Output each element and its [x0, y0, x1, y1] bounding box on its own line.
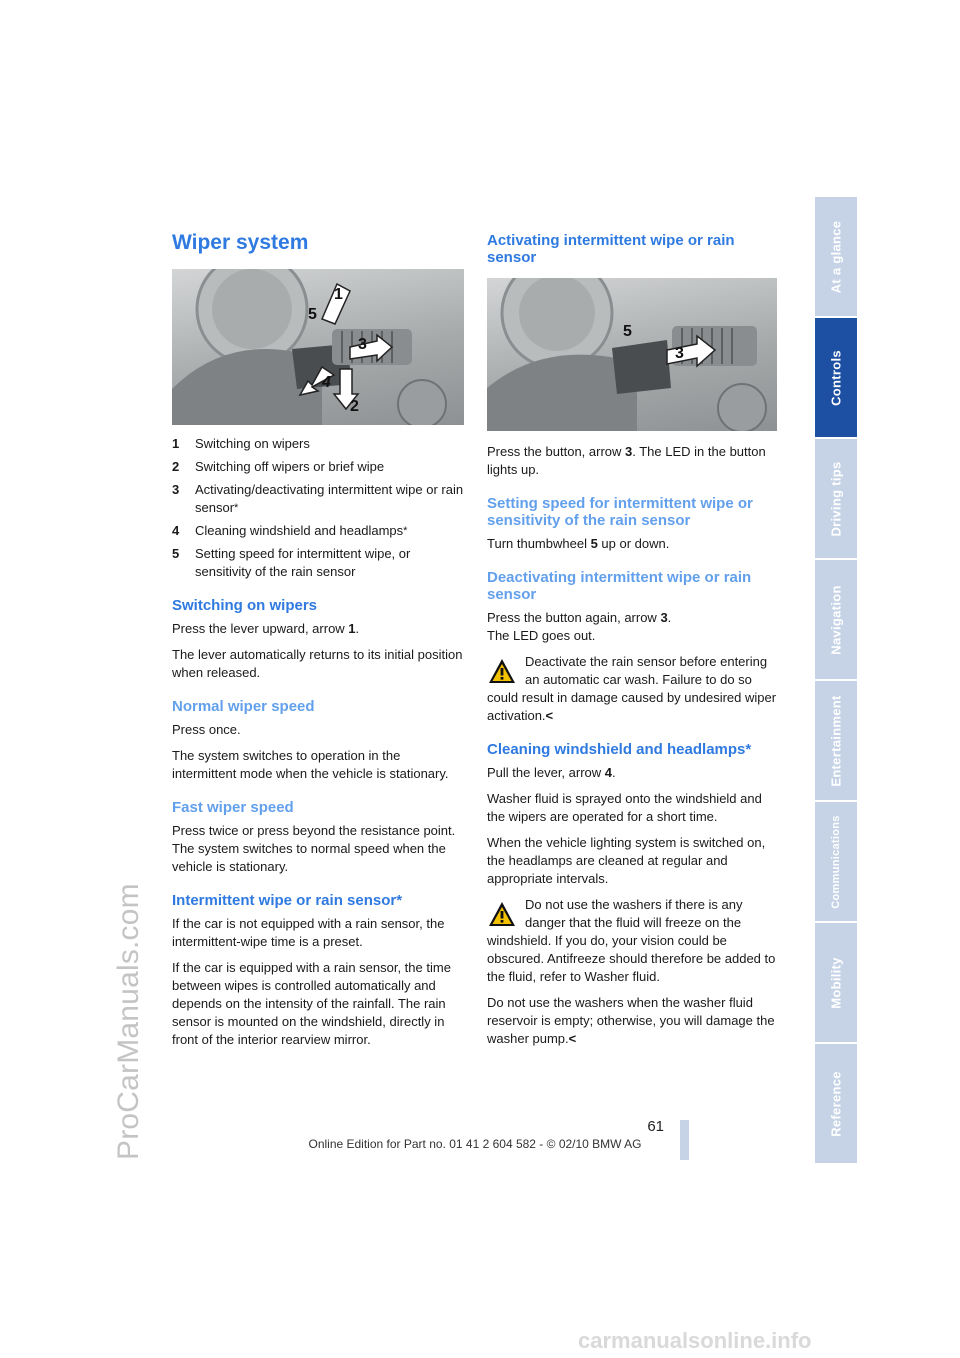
warning-text: Deactivate the rain sensor before entering an automatic car wash. Failure to do so could result in damage caused by undesired wiper activation.	[487, 654, 777, 723]
paragraph: Washer fluid is sprayed onto the windshield and the wipers are operated for a short time.	[487, 791, 762, 824]
paragraph: The system switches to operation in the intermittent mode when the vehicle is stationary.	[172, 748, 449, 781]
page-number: 61	[647, 1118, 664, 1135]
warning-triangle-icon	[487, 657, 517, 685]
tab-controls[interactable]	[815, 318, 857, 437]
tab-label: Controls	[828, 349, 844, 406]
callout-1: 1	[334, 286, 343, 303]
heading-switching-on: Switching on wipers	[172, 597, 318, 614]
tab-label: Navigation	[828, 584, 844, 655]
paragraph: Do not use the washers if there is any danger that the fluid will freeze on the windshield. If you do, your vision could be obscured. Antifreeze should therefore be added to the fluid, refer to Washer fluid.	[487, 897, 776, 984]
tab-navigation[interactable]	[815, 560, 857, 679]
warning-text: Do not use the washers when the washer fluid reservoir is empty; otherwise, you will damage the washer pump.	[487, 995, 775, 1046]
rain-sensor-figure	[487, 278, 777, 431]
arrow-number: 3	[625, 444, 633, 459]
legend-text: Switching on wipers	[195, 436, 310, 451]
tab-label: Mobility	[828, 956, 844, 1009]
page-title: Wiper system	[172, 231, 309, 254]
text: up or down.	[597, 536, 670, 551]
text: Press the button again, arrow	[487, 610, 661, 625]
figure-legend	[172, 435, 464, 581]
heading-deactivating: Deactivating intermittent wipe or rain sensor	[487, 569, 752, 603]
legend-item	[172, 522, 464, 540]
side-watermark: ProCarManuals.com	[112, 883, 145, 1160]
paragraph	[487, 535, 777, 553]
tab-mobility[interactable]	[815, 923, 857, 1042]
right-column	[487, 224, 777, 1056]
text: Turn thumbwheel	[487, 536, 591, 551]
heading-normal-speed: Normal wiper speed	[172, 698, 315, 715]
text: Press the lever upward, arrow	[172, 621, 349, 636]
thumbwheel-number: 5	[590, 536, 598, 551]
edition-footer: Online Edition for Part no. 01 41 2 604 582 - © 02/10 BMW AG	[308, 1137, 642, 1151]
text: .	[667, 610, 672, 625]
legend-number: 2	[172, 459, 180, 474]
legend-text: Setting speed for intermittent wipe, or sensitivity of the rain sensor	[195, 546, 411, 579]
callout-3: 3	[675, 345, 684, 362]
callout-3: 3	[358, 336, 367, 353]
legend-text: Activating/deactivating intermittent wipe or rain sensor	[195, 482, 464, 515]
tab-driving-tips[interactable]	[815, 439, 857, 558]
paragraph	[487, 443, 777, 479]
warning-note	[487, 896, 777, 1048]
text: .	[355, 621, 360, 636]
paragraph: The lever automatically returns to its initial position when released.	[172, 647, 463, 680]
arrow-number: 1	[348, 621, 356, 636]
legend-number: 4	[172, 523, 180, 538]
text: Pull the lever, arrow	[487, 765, 605, 780]
paragraph: The system switches to normal speed when the vehicle is stationary.	[172, 841, 446, 874]
paragraph	[172, 620, 464, 638]
warning-note	[487, 653, 777, 725]
paragraph	[487, 653, 777, 725]
legend-text: Cleaning windshield and headlamps	[195, 523, 404, 538]
tab-label: Communications	[830, 814, 842, 909]
warning-triangle-icon	[487, 900, 517, 928]
paragraph	[487, 764, 777, 782]
legend-item	[172, 435, 464, 453]
legend-item	[172, 481, 464, 517]
tab-communications[interactable]	[815, 802, 857, 921]
callout-5: 5	[623, 323, 632, 340]
paragraph: The LED goes out.	[487, 628, 596, 643]
paragraph: When the vehicle lighting system is switched on, the headlamps are cleaned at regular and appropriate intervals.	[487, 835, 766, 886]
callout-5: 5	[308, 306, 317, 323]
arrow-number: 4	[604, 765, 613, 780]
optional-star: *	[234, 502, 239, 514]
paragraph: If the car is not equipped with a rain sensor, the intermittent-wipe time is a preset.	[172, 916, 445, 949]
wiper-lever-illustration	[172, 269, 464, 425]
callout-2: 2	[350, 398, 359, 415]
paragraph	[487, 994, 777, 1048]
end-mark: <	[545, 708, 554, 723]
arrow-number: 3	[660, 610, 668, 625]
heading-fast-speed: Fast wiper speed	[172, 799, 294, 816]
page-number-bar	[680, 1120, 689, 1160]
bottom-watermark: carmanualsonline.info	[578, 1328, 812, 1353]
left-column	[172, 224, 464, 1057]
paragraph: If the car is equipped with a rain sensor, the time between wipes is controlled automatically and depends on the intensity of the rainfall. The rain sensor is mounted on the windshield, directly in front of the interior rearview mirror.	[172, 960, 451, 1047]
heading-setting-speed: Setting speed for intermittent wipe or sensitivity of the rain sensor	[487, 495, 753, 529]
optional-star: *	[403, 525, 408, 537]
text: .	[612, 765, 616, 780]
end-mark: <	[568, 1031, 577, 1046]
legend-number: 3	[172, 482, 180, 497]
tab-label: Reference	[828, 1070, 844, 1137]
legend-number: 5	[172, 546, 180, 561]
text: . The LED in the button lights up.	[487, 444, 766, 477]
heading-intermittent: Intermittent wipe or rain sensor*	[172, 892, 403, 909]
legend-number: 1	[172, 436, 180, 451]
paragraph: Press twice or press beyond the resistance point.	[172, 823, 456, 838]
tab-at-a-glance[interactable]	[815, 197, 857, 316]
paragraph: Press once.	[172, 722, 241, 737]
tab-label: Entertainment	[828, 694, 844, 787]
tab-reference[interactable]	[815, 1044, 857, 1163]
text: Press the button, arrow	[487, 444, 626, 459]
chapter-tabs	[815, 197, 857, 1165]
tab-label: Driving tips	[828, 460, 844, 537]
tab-label: At a glance	[828, 220, 844, 293]
paragraph	[487, 609, 777, 627]
tab-entertainment[interactable]	[815, 681, 857, 800]
rain-sensor-illustration	[487, 278, 777, 431]
heading-cleaning: Cleaning windshield and headlamps*	[487, 741, 752, 758]
legend-text: Switching off wipers or brief wipe	[195, 459, 385, 474]
legend-item	[172, 545, 464, 581]
legend-item	[172, 458, 464, 476]
heading-activating: Activating intermittent wipe or rain sensor	[487, 232, 735, 266]
wiper-lever-figure	[172, 269, 464, 425]
callout-4: 4	[322, 374, 331, 391]
